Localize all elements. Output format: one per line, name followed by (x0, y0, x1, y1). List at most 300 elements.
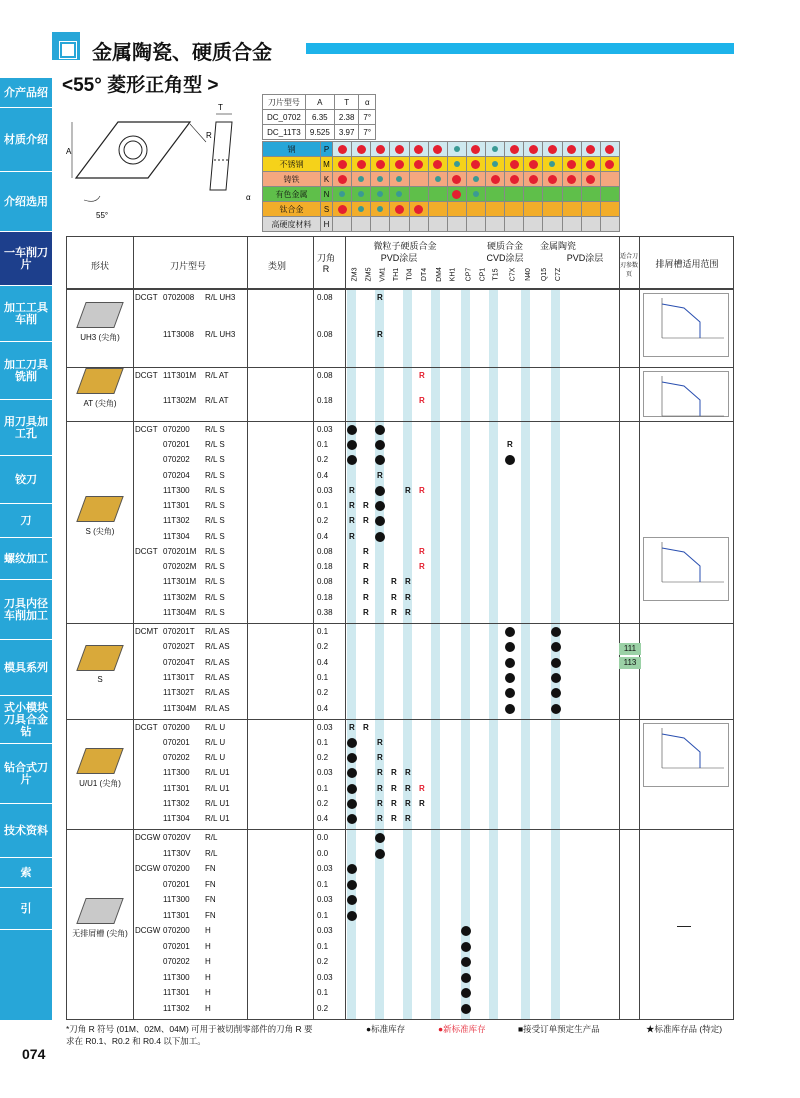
grade-dot (510, 145, 519, 154)
insert-variant: R/L U (205, 753, 226, 763)
material-cell (428, 157, 447, 172)
material-cell (505, 157, 524, 172)
material-name: 钛合金 (263, 202, 321, 217)
insert-model: 11T301 (163, 910, 190, 920)
stock-dot (551, 627, 561, 637)
stock-dot (551, 704, 561, 714)
sidebar-item[interactable]: 螺纹加工 (0, 538, 52, 580)
chip-ref[interactable]: 111 (619, 643, 641, 655)
shape-label: 无排屑槽 (尖角) (72, 929, 128, 938)
material-cell (600, 172, 619, 187)
stock-dot (375, 849, 385, 859)
grade-r-mark: R (405, 783, 411, 793)
shape-label: U/U1 (尖角) (79, 779, 121, 788)
sidebar-item[interactable]: 介绍选用 (0, 172, 52, 232)
sidebar-item[interactable]: 一车削刀片 (0, 232, 52, 286)
group-divider (67, 623, 733, 624)
insert-variant: H (205, 941, 211, 951)
material-code: H (321, 217, 333, 232)
legend-standard: ●标准库存 (366, 1024, 406, 1034)
grade-dot-small (473, 176, 479, 182)
corner-radius: 0.03 (317, 864, 333, 873)
stock-dot (461, 957, 471, 967)
insert-model: 11T304 (163, 531, 190, 541)
material-cell (390, 157, 409, 172)
insert-model: 07020V (163, 833, 191, 842)
corner-radius: 0.1 (317, 627, 329, 636)
grade-dot-small (377, 191, 383, 197)
material-cell (333, 202, 352, 217)
material-cell (466, 217, 485, 232)
grade-r-mark: R (363, 607, 369, 617)
grade-dot (357, 160, 366, 169)
corner-radius: 0.38 (317, 607, 333, 617)
shape-label: S (尖角) (85, 527, 115, 536)
material-cell (371, 142, 390, 157)
stock-dot (505, 455, 515, 465)
corner-radius: 0.08 (317, 546, 333, 556)
dim-cell: 2.38 (334, 110, 359, 125)
material-cell (333, 157, 352, 172)
chip-range-chart (643, 723, 729, 787)
grade-name: ZM3 (351, 267, 359, 282)
insert-variant: R/L S (205, 501, 225, 511)
grade-dot (510, 175, 519, 184)
material-cell (466, 157, 485, 172)
material-cell (581, 157, 600, 172)
insert-model: 11T300 (163, 485, 190, 495)
corner-radius: 0.4 (317, 703, 329, 713)
grade-dot (586, 145, 595, 154)
insert-variant: R/L AS (205, 703, 230, 713)
grade-r-mark: R (377, 753, 383, 763)
group-divider (67, 829, 733, 830)
insert-model: 0702008 (163, 293, 195, 302)
insert-model: 11T304M (163, 703, 197, 713)
insert-variant: R/L S (205, 455, 225, 465)
material-cell (352, 157, 371, 172)
insert-model: 11T301M (163, 371, 197, 380)
dim-cell: 6.35 (305, 110, 334, 125)
material-table (262, 141, 620, 232)
header-bar (306, 43, 734, 54)
material-cell (581, 172, 600, 187)
sidebar-item[interactable]: 模具系列 (0, 640, 52, 696)
legend-special: ★标准库存品 (特定) (646, 1024, 723, 1034)
grade-dot (414, 160, 423, 169)
material-cell (486, 187, 505, 202)
series-code: DCGT (135, 723, 158, 732)
material-cell (486, 172, 505, 187)
material-cell (600, 142, 619, 157)
corner-radius: 0.1 (317, 941, 329, 951)
group-divider (67, 367, 733, 368)
material-cell (390, 172, 409, 187)
grade-r-mark: R (363, 546, 369, 556)
insert-model: 070201M (163, 546, 197, 556)
grade-r-mark: R (377, 768, 383, 778)
grade-dot (357, 145, 366, 154)
material-cell (428, 172, 447, 187)
grade-r-mark: R (349, 531, 355, 541)
cvd-header: CVD涂层 (486, 253, 524, 263)
grade-dot-small (435, 176, 441, 182)
sidebar-item[interactable]: 引 (0, 888, 52, 930)
corner-radius: 0.1 (317, 783, 329, 793)
grade-dot (567, 160, 576, 169)
corner-radius: 0.08 (317, 371, 333, 380)
stock-dot (347, 784, 357, 794)
material-cell (562, 142, 581, 157)
grade-r-mark: R (419, 783, 425, 793)
grade-dot (548, 145, 557, 154)
material-cell (562, 202, 581, 217)
stock-dot (375, 833, 385, 843)
grade-r-mark: R (405, 798, 411, 808)
material-cell (524, 217, 543, 232)
corner-radius: 0.1 (317, 879, 329, 889)
insert-model: 11T301M (163, 577, 197, 587)
material-cell (371, 217, 390, 232)
insert-variant: R/L S (205, 607, 225, 617)
grade-r-mark: R (405, 485, 411, 495)
material-cell (352, 187, 371, 202)
material-cell (371, 157, 390, 172)
shape-label: AT (尖角) (83, 399, 117, 408)
insert-variant: FN (205, 895, 216, 904)
stock-dot (461, 942, 471, 952)
corner-radius: 0.18 (317, 562, 333, 572)
footnote: *刀角 R 符号 (01M、02M、04M) 可用于被切削零部件的刀角 R 要求在 R0.1、R0.2 和 R0.4 以下加工。 (66, 1024, 313, 1046)
grade-r-mark: R (363, 577, 369, 587)
insert-model: 11T302 (163, 798, 190, 808)
page-number: 074 (22, 1046, 46, 1062)
group-divider (67, 719, 733, 720)
grade-dot-small (358, 206, 364, 212)
insert-model: 11T301 (163, 783, 190, 793)
grade-column (461, 289, 470, 1019)
material-cell (371, 202, 390, 217)
material-cell (505, 142, 524, 157)
grade-r-mark: R (391, 592, 397, 602)
stock-dot (347, 799, 357, 809)
material-cell (333, 217, 352, 232)
sidebar-item[interactable]: 铰刀 (0, 456, 52, 504)
grade-r-mark: R (419, 562, 425, 572)
grade-dot-small (454, 161, 460, 167)
grade-r-mark: R (377, 293, 383, 302)
pvd2-header: PVD涂层 (566, 253, 604, 263)
grade-name: DM4 (435, 267, 443, 282)
grade-r-mark: R (377, 798, 383, 808)
series-code: DCGT (135, 371, 158, 380)
legend-order: ■接受订单预定生产品 (518, 1024, 600, 1034)
material-cell (333, 172, 352, 187)
insert-model: 11T302T (163, 688, 195, 698)
insert-variant: H (205, 957, 211, 966)
material-cell (447, 172, 466, 187)
corner-radius: 0.08 (317, 330, 333, 339)
material-cell (466, 187, 485, 202)
grade-dot (395, 160, 404, 169)
grade-dot (605, 145, 614, 154)
dim-cell: 7° (359, 110, 376, 125)
insert-variant: R/L U1 (205, 798, 230, 808)
insert-image (76, 496, 123, 522)
material-name: 钢 (263, 142, 321, 157)
material-cell (486, 202, 505, 217)
grade-dot-small (492, 146, 498, 152)
material-cell (390, 142, 409, 157)
sidebar-item[interactable]: 式小模块刀具合金钻 (0, 696, 52, 744)
grade-r-mark: R (363, 592, 369, 602)
material-cell (543, 172, 562, 187)
sidebar-item[interactable]: 技术资料 (0, 804, 52, 858)
corner-radius: 0.4 (317, 470, 329, 480)
grade-name: C7Z (555, 267, 563, 282)
grade-r-mark: R (391, 577, 397, 587)
grade-name: Q15 (541, 267, 549, 282)
grade-r-mark: R (419, 485, 425, 495)
corner-radius: 0.2 (317, 798, 329, 808)
grade-name: T15 (492, 268, 500, 281)
grade-r-mark: R (377, 813, 383, 823)
material-cell (409, 157, 428, 172)
grade-dot (338, 145, 347, 154)
stock-dot (461, 1004, 471, 1014)
sidebar-item[interactable]: 介产品绍 (0, 78, 52, 108)
corner-radius: 0.1 (317, 988, 329, 997)
insert-variant: R/L AS (205, 642, 230, 652)
grade-dot (452, 175, 461, 184)
insert-variant: R/L S (205, 592, 225, 602)
grade-r-mark: R (405, 592, 411, 602)
material-cell (505, 202, 524, 217)
insert-model: 11T302M (163, 396, 197, 405)
insert-model: 11T302M (163, 592, 197, 602)
chip-range-chart (643, 293, 729, 357)
corner-header: 刀角 R (316, 253, 335, 274)
material-cell (524, 157, 543, 172)
material-cell (352, 142, 371, 157)
insert-model: 070200 (163, 864, 190, 873)
stock-dot (505, 688, 515, 698)
sidebar-item[interactable]: 材质介绍 (0, 108, 52, 172)
corner-radius: 0.08 (317, 293, 333, 302)
material-code: M (321, 157, 333, 172)
material-cell (390, 202, 409, 217)
corner-radius: 0.18 (317, 592, 333, 602)
dim-cell: 7° (359, 125, 376, 140)
insert-model: 11T300 (163, 768, 190, 778)
grade-dot (586, 175, 595, 184)
material-cell (371, 187, 390, 202)
stock-dot (551, 673, 561, 683)
material-cell (600, 187, 619, 202)
sidebar-item[interactable]: 刀具内径车削加工 (0, 580, 52, 640)
sidebar-item[interactable]: 刀 (0, 504, 52, 538)
insert-variant: R/L S (205, 531, 225, 541)
material-cell (409, 202, 428, 217)
grade-dot-small (454, 146, 460, 152)
range-header: 排屑槽适用范围 (655, 259, 719, 269)
grade-r-mark: R (363, 516, 369, 526)
dim-r-label: R (206, 131, 212, 140)
grade-dot (376, 145, 385, 154)
material-cell (543, 142, 562, 157)
grade-dot-small (358, 191, 364, 197)
insert-variant: H (205, 926, 211, 935)
corner-radius: 0.2 (317, 688, 329, 698)
material-cell (333, 142, 352, 157)
material-cell (562, 157, 581, 172)
grade-dot (433, 160, 442, 169)
grade-dot (338, 175, 347, 184)
grid-line (133, 237, 134, 1019)
stock-dot (505, 642, 515, 652)
dim-cell: DC_11T3 (263, 125, 306, 140)
insert-model: 070201T (163, 627, 195, 636)
grade-dot-small (377, 176, 383, 182)
insert-image (76, 302, 123, 328)
insert-model: 070201 (163, 941, 190, 951)
insert-variant: R/L U1 (205, 783, 230, 793)
section-marker (52, 32, 80, 60)
insert-image (76, 898, 123, 924)
insert-variant: R/L UH3 (205, 293, 236, 302)
chip-ref[interactable]: 113 (619, 657, 641, 669)
insert-model: 11T301 (163, 988, 190, 997)
insert-model: 11T302 (163, 1003, 190, 1013)
insert-model: 11T301T (163, 673, 195, 682)
material-code: N (321, 187, 333, 202)
grade-name: CP1 (479, 267, 487, 282)
grade-name: C7X (509, 267, 517, 282)
material-cell (600, 217, 619, 232)
grade-r-mark: R (363, 562, 369, 572)
grade-r-mark: R (419, 546, 425, 556)
material-cell (543, 202, 562, 217)
grade-r-mark: R (391, 813, 397, 823)
stock-dot (375, 425, 385, 435)
corner-radius: 0.03 (317, 926, 333, 935)
corner-radius: 0.03 (317, 723, 333, 732)
stock-dot (375, 486, 385, 496)
grid-line (619, 237, 620, 1019)
insert-model: 070200 (163, 723, 190, 732)
insert-model: 11T3008 (163, 330, 194, 339)
dim-a-label: A (66, 147, 72, 156)
material-cell (486, 157, 505, 172)
material-cell (390, 187, 409, 202)
page-subtitle: <55° 菱形正角型 > (62, 75, 219, 96)
material-cell (466, 202, 485, 217)
material-cell (409, 142, 428, 157)
material-cell (447, 142, 466, 157)
grade-dot (510, 160, 519, 169)
insert-model: 070202 (163, 455, 190, 465)
stock-dot (505, 704, 515, 714)
insert-model: 11T300 (163, 972, 190, 982)
sidebar-item[interactable]: 加工刀具铣削 (0, 342, 52, 400)
grade-dot-small (358, 176, 364, 182)
shape-label: S (97, 675, 103, 684)
stock-dot (505, 673, 515, 683)
dim-header: 刀片型号 (263, 95, 306, 110)
grade-dot (471, 145, 480, 154)
grade-r-mark: R (419, 798, 425, 808)
material-cell (352, 202, 371, 217)
grade-name: CP7 (465, 267, 473, 282)
grade-dot (338, 160, 347, 169)
sidebar-item[interactable]: 用刀具加工孔 (0, 400, 52, 456)
sidebar-item[interactable]: 钻合式刀片 (0, 744, 52, 804)
corner-radius: 0.2 (317, 1003, 329, 1013)
grid-line (313, 237, 314, 1019)
corner-radius: 0.0 (317, 848, 329, 858)
grade-dot (395, 145, 404, 154)
stock-dot (347, 880, 357, 890)
insert-variant: R/L AS (205, 627, 230, 636)
material-cell (486, 142, 505, 157)
grade-r-mark: R (377, 738, 383, 748)
insert-model: 070204 (163, 470, 190, 480)
corner-radius: 0.1 (317, 673, 329, 682)
grade-dot (395, 205, 404, 214)
grade-dot-small (339, 191, 345, 197)
material-cell (600, 202, 619, 217)
grade-dot (452, 190, 461, 199)
material-cell (447, 157, 466, 172)
dim-alpha-label: α (246, 193, 251, 202)
grade-r-mark: R (419, 371, 425, 380)
material-cell (505, 187, 524, 202)
insert-variant: FN (205, 864, 216, 873)
material-cell (428, 202, 447, 217)
grade-column (431, 289, 440, 1019)
material-cell (600, 157, 619, 172)
insert-variant: H (205, 988, 211, 997)
material-cell (562, 217, 581, 232)
sidebar-item[interactable]: 索 (0, 858, 52, 888)
insert-variant: R/L U1 (205, 768, 230, 778)
dim-cell: 3.97 (334, 125, 359, 140)
stock-dot (347, 864, 357, 874)
material-cell (543, 217, 562, 232)
material-cell (447, 217, 466, 232)
group-divider (67, 289, 733, 290)
sidebar-item[interactable]: 加工工具车削 (0, 286, 52, 342)
material-cell (581, 187, 600, 202)
grade-dot-small (492, 161, 498, 167)
grade-dot-small (377, 206, 383, 212)
corner-radius: 0.1 (317, 738, 329, 748)
series-code: DCGW (135, 833, 161, 842)
grade-dot (471, 160, 480, 169)
grade-r-mark: R (507, 440, 513, 450)
corner-radius: 0.2 (317, 516, 329, 526)
grade-dot (529, 160, 538, 169)
corner-radius: 0.1 (317, 910, 329, 920)
insert-model: 070204T (163, 657, 195, 667)
grade-name: DT4 (421, 267, 429, 282)
grade-r-mark: R (349, 723, 355, 732)
stock-dot (461, 988, 471, 998)
grade-name: VM1 (379, 267, 387, 282)
insert-variant: R/L S (205, 470, 225, 480)
insert-variant: R/L U1 (205, 813, 230, 823)
corner-radius: 0.4 (317, 657, 329, 667)
